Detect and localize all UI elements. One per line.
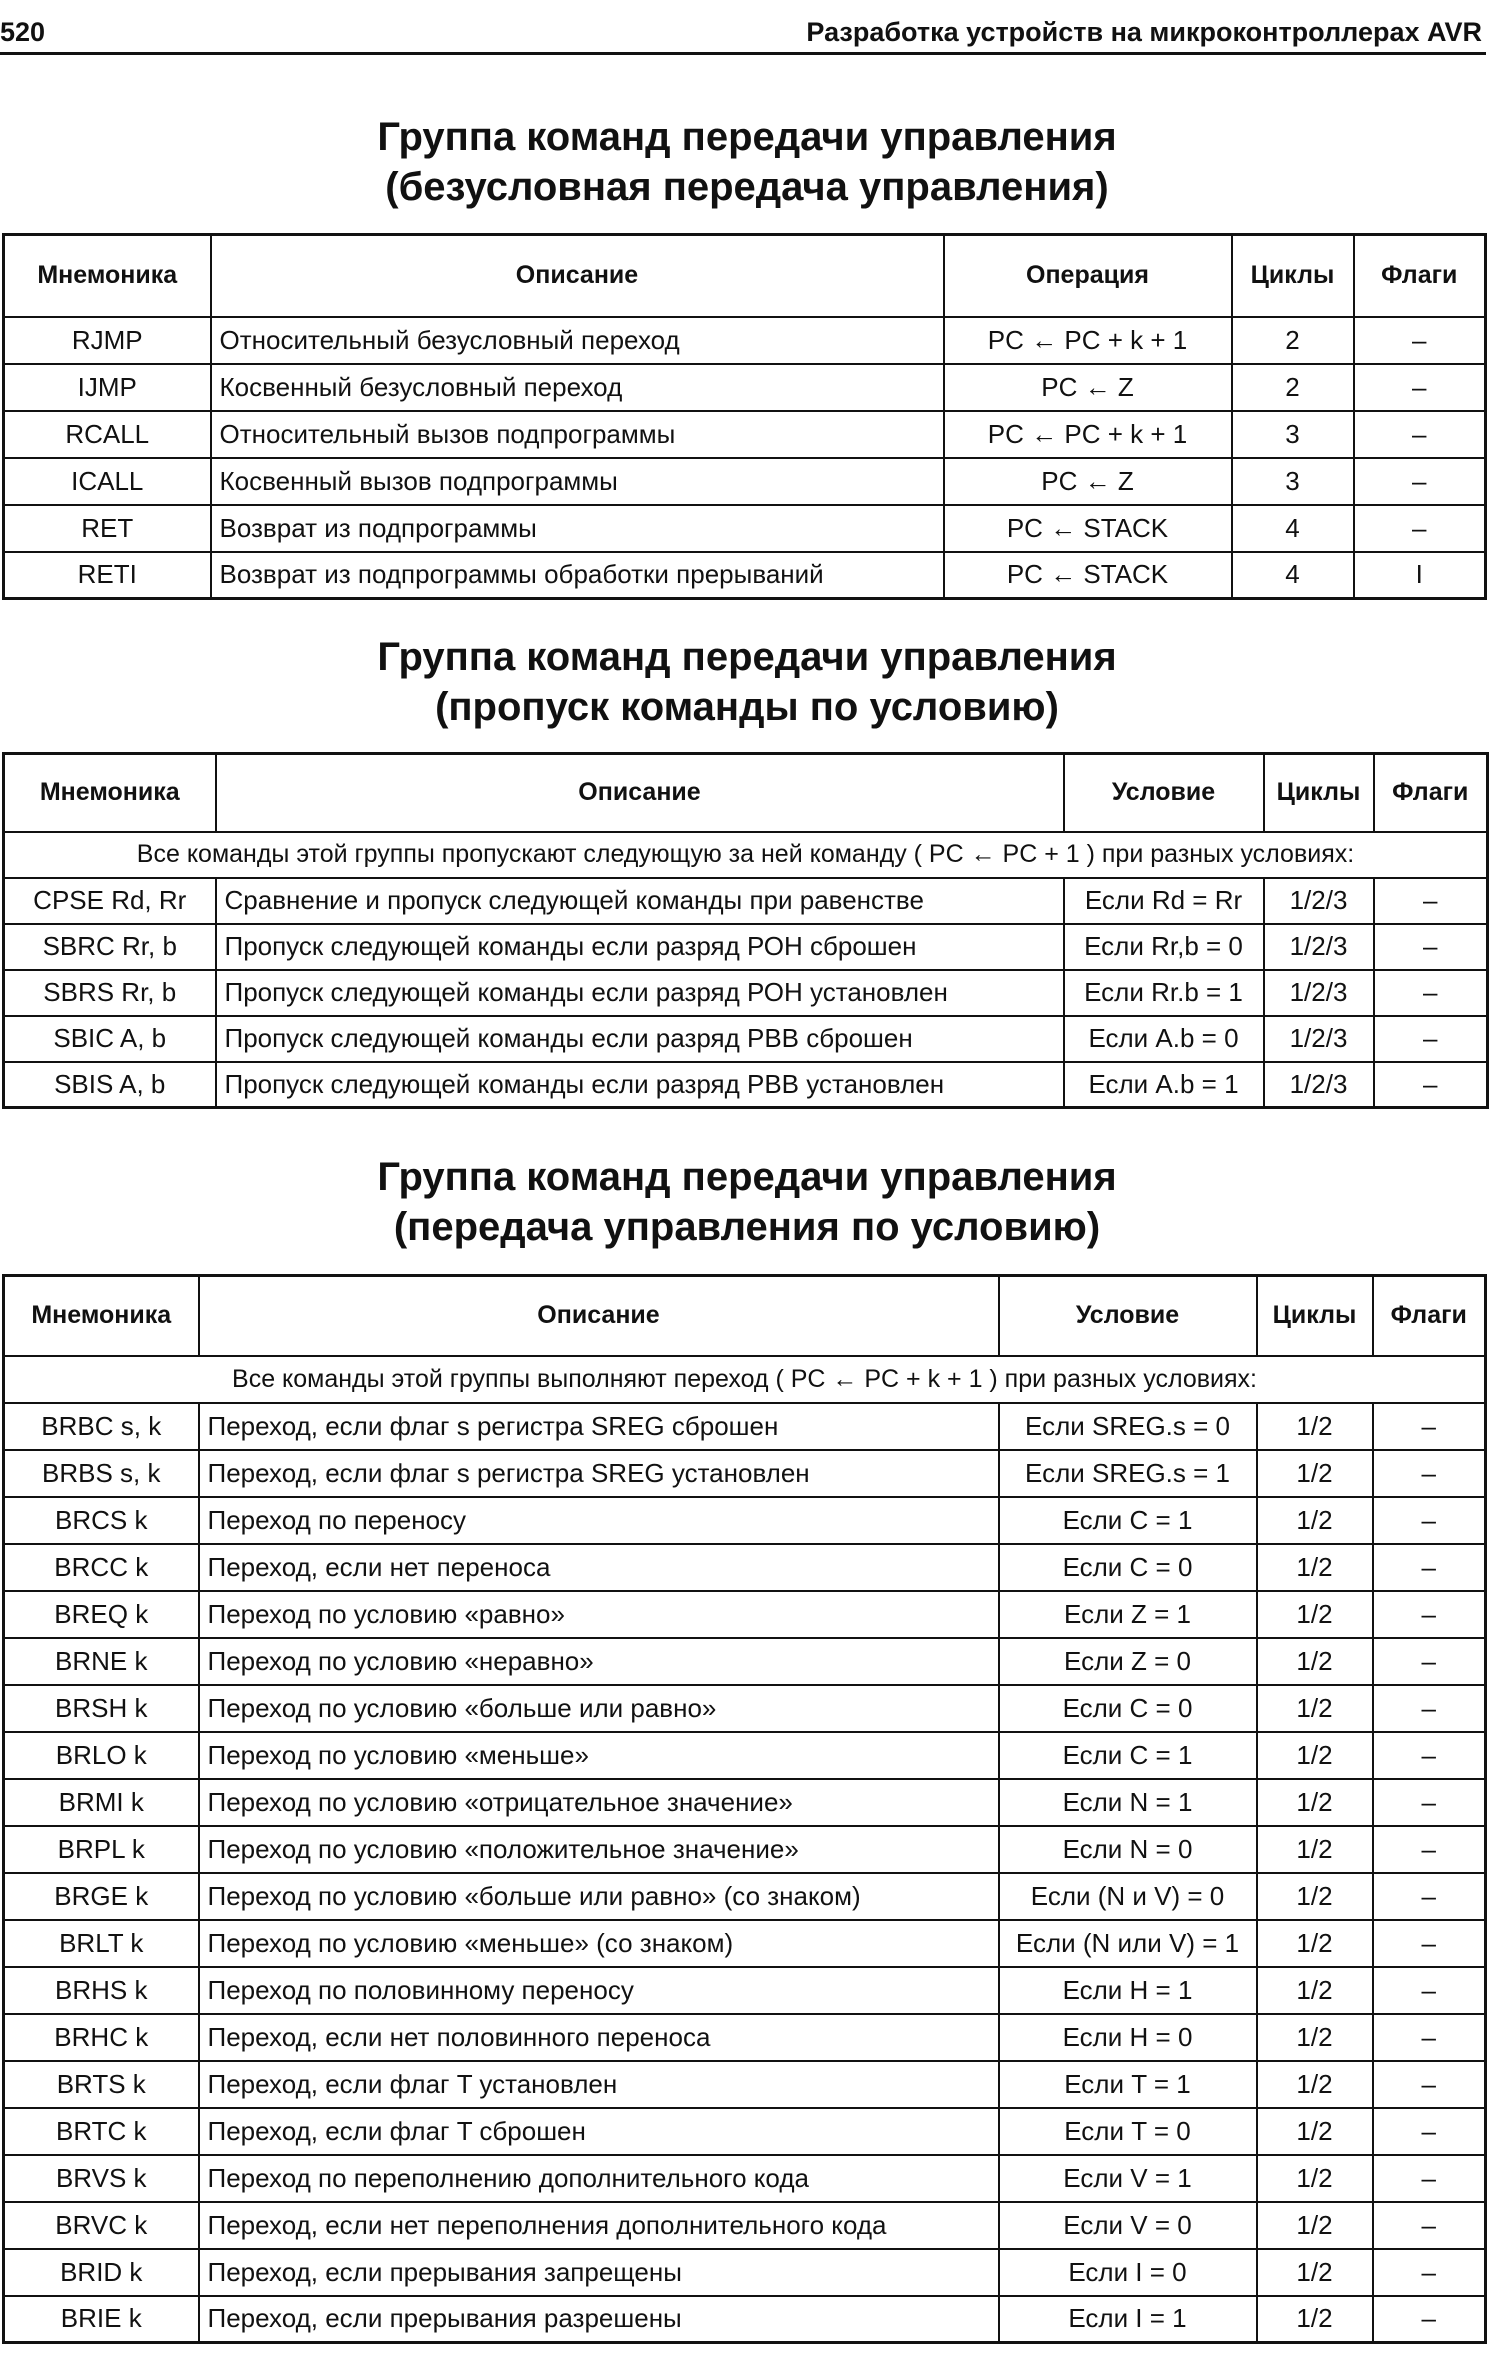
group-note-row [4,1356,1486,1403]
section-title-branch [0,1152,1494,1252]
cell-mnemonic: BRNE k [4,1638,199,1685]
col-header-cycles: Циклы [1257,1276,1373,1356]
cell-mnemonic: BRLO k [4,1732,199,1779]
cell-mnemonic: BRSH k [4,1685,199,1732]
cell-description: Переход по переполнению дополнительного кода [199,2155,999,2202]
table-row [4,2202,1486,2249]
cell-flags: – [1374,1016,1488,1062]
table-row [4,2249,1486,2296]
cell-condition: Если Rr,b = 0 [1064,924,1264,970]
cell-mnemonic: BRHC k [4,2014,199,2061]
cell-cycles: 1/2/3 [1264,1016,1374,1062]
cell-description: Пропуск следующей команды если разряд РВВ установлен [216,1062,1064,1108]
cell-description: Переход по переносу [199,1497,999,1544]
table-row [4,317,1486,364]
table-row [4,1685,1486,1732]
cell-flags: – [1373,1967,1486,2014]
cell-cycles: 2 [1232,364,1354,411]
cell-description: Переход по половинному переносу [199,1967,999,2014]
col-header-cycles: Циклы [1264,754,1374,832]
cell-cycles: 1/2 [1257,2249,1373,2296]
running-title: Разработка устройств на микроконтроллерах AVR [806,17,1482,47]
cell-mnemonic: RJMP [4,317,211,364]
cell-cycles: 1/2 [1257,2061,1373,2108]
cell-mnemonic: RCALL [4,411,211,458]
cell-cycles: 1/2 [1257,1779,1373,1826]
cell-cycles: 1/2/3 [1264,1062,1374,1108]
cell-description: Пропуск следующей команды если разряд РОН установлен [216,970,1064,1016]
cell-description: Возврат из подпрограммы [211,505,944,552]
cell-description: Переход, если нет переполнения дополнительного кода [199,2202,999,2249]
cell-condition: Если Z = 0 [999,1638,1257,1685]
cell-cycles: 1/2/3 [1264,924,1374,970]
cell-description: Переход по условию «больше или равно» (со знаком) [199,1873,999,1920]
cell-operation: PC ← STACK [944,552,1232,599]
table-row [4,2155,1486,2202]
cell-flags: – [1374,878,1488,924]
cell-description: Переход по условию «меньше» (со знаком) [199,1920,999,1967]
cell-mnemonic: SBIC A, b [4,1016,216,1062]
table-row [4,1016,1488,1062]
cell-description: Пропуск следующей команды если разряд РВВ сброшен [216,1016,1064,1062]
cell-cycles: 1/2 [1257,1873,1373,1920]
table-conditional-skip [2,752,1489,1109]
cell-cycles: 1/2 [1257,1920,1373,1967]
cell-condition: Если T = 0 [999,2108,1257,2155]
cell-mnemonic: BRGE k [4,1873,199,1920]
col-header-cycles: Циклы [1232,235,1354,317]
cell-condition: Если H = 1 [999,1967,1257,2014]
table-row [4,1497,1486,1544]
table-row [4,2061,1486,2108]
cell-mnemonic: CPSE Rd, Rr [4,878,216,924]
table-header-row [4,1276,1486,1356]
cell-mnemonic: BRMI k [4,1779,199,1826]
group-note: Все команды этой группы выполняют переход ( PC ← PC + k + 1 ) при разных условиях: [4,1356,1486,1403]
table-row [4,1826,1486,1873]
cell-flags: – [1373,2108,1486,2155]
table-row [4,411,1486,458]
cell-description: Возврат из подпрограммы обработки прерываний [211,552,944,599]
cell-condition: Если SREG.s = 0 [999,1403,1257,1450]
cell-condition: Если T = 1 [999,2061,1257,2108]
table-header-row [4,754,1488,832]
cell-condition: Если (N или V) = 1 [999,1920,1257,1967]
cell-operation: PC ← Z [944,364,1232,411]
cell-description: Переход, если прерывания запрещены [199,2249,999,2296]
cell-flags: – [1373,2202,1486,2249]
page-header [0,8,1486,55]
table-row [4,364,1486,411]
cell-condition: Если I = 0 [999,2249,1257,2296]
table-row [4,552,1486,599]
cell-cycles: 1/2 [1257,2296,1373,2343]
cell-condition: Если SREG.s = 1 [999,1450,1257,1497]
section-title-line1: Группа команд передачи управления [377,635,1117,679]
cell-flags: – [1354,458,1486,505]
cell-description: Переход по условию «отрицательное значение» [199,1779,999,1826]
cell-mnemonic: BRBC s, k [4,1403,199,1450]
cell-operation: PC ← Z [944,458,1232,505]
table-row [4,505,1486,552]
group-note: Все команды этой группы пропускают следующую за ней команду ( PC ← PC + 1 ) при разных условиях: [4,832,1488,878]
cell-cycles: 1/2 [1257,1685,1373,1732]
cell-condition: Если Rr.b = 1 [1064,970,1264,1016]
cell-flags: – [1373,1544,1486,1591]
cell-flags: – [1354,364,1486,411]
table-row [4,1591,1486,1638]
cell-description: Сравнение и пропуск следующей команды при равенстве [216,878,1064,924]
cell-condition: Если A.b = 1 [1064,1062,1264,1108]
cell-flags: – [1373,1497,1486,1544]
table-row [4,1544,1486,1591]
cell-flags: – [1373,1685,1486,1732]
cell-operation: PC ← PC + k + 1 [944,411,1232,458]
cell-flags: – [1373,1732,1486,1779]
cell-mnemonic: RET [4,505,211,552]
cell-flags: – [1354,317,1486,364]
cell-mnemonic: BRCC k [4,1544,199,1591]
cell-flags: – [1373,2014,1486,2061]
cell-flags: – [1373,1826,1486,1873]
col-header-flags: Флаги [1354,235,1486,317]
cell-description: Переход, если нет половинного переноса [199,2014,999,2061]
cell-description: Относительный вызов подпрограммы [211,411,944,458]
cell-cycles: 1/2 [1257,1826,1373,1873]
cell-operation: PC ← STACK [944,505,1232,552]
cell-mnemonic: BRLT k [4,1920,199,1967]
col-header-description: Описание [216,754,1064,832]
cell-condition: Если I = 1 [999,2296,1257,2343]
cell-mnemonic: BRVS k [4,2155,199,2202]
table-row [4,1450,1486,1497]
cell-cycles: 1/2/3 [1264,970,1374,1016]
cell-description: Переход, если прерывания разрешены [199,2296,999,2343]
table-row [4,1638,1486,1685]
table-header-row [4,235,1486,317]
table-row [4,1873,1486,1920]
cell-description: Переход, если флаг T сброшен [199,2108,999,2155]
section-title-line1: Группа команд передачи управления [377,115,1117,159]
table-row [4,924,1488,970]
group-note-row [4,832,1488,878]
cell-condition: Если C = 1 [999,1497,1257,1544]
table-unconditional-jump [2,233,1487,600]
cell-flags: – [1354,505,1486,552]
col-header-operation: Операция [944,235,1232,317]
cell-cycles: 1/2 [1257,2108,1373,2155]
cell-cycles: 1/2 [1257,1967,1373,2014]
cell-cycles: 3 [1232,411,1354,458]
cell-flags: – [1373,2155,1486,2202]
cell-cycles: 1/2 [1257,1497,1373,1544]
cell-mnemonic: BREQ k [4,1591,199,1638]
cell-description: Переход по условию «меньше» [199,1732,999,1779]
table-row [4,1062,1488,1108]
cell-flags: – [1373,1920,1486,1967]
table-row [4,1920,1486,1967]
section-title-line2: (пропуск команды по условию) [435,685,1059,729]
cell-flags: – [1373,1450,1486,1497]
cell-flags: – [1354,411,1486,458]
cell-condition: Если A.b = 0 [1064,1016,1264,1062]
cell-condition: Если C = 1 [999,1732,1257,1779]
table-row [4,2108,1486,2155]
cell-cycles: 1/2 [1257,1638,1373,1685]
cell-flags: – [1373,2296,1486,2343]
cell-mnemonic: ICALL [4,458,211,505]
cell-condition: Если V = 1 [999,2155,1257,2202]
cell-condition: Если N = 1 [999,1779,1257,1826]
cell-cycles: 4 [1232,505,1354,552]
col-header-condition: Условие [1064,754,1264,832]
col-header-flags: Флаги [1374,754,1488,832]
cell-condition: Если Z = 1 [999,1591,1257,1638]
table-conditional-branch [2,1274,1487,2344]
table-row [4,970,1488,1016]
cell-cycles: 1/2 [1257,1450,1373,1497]
cell-flags: – [1373,1638,1486,1685]
cell-mnemonic: SBIS A, b [4,1062,216,1108]
col-header-mnemonic: Мнемоника [4,235,211,317]
cell-condition: Если H = 0 [999,2014,1257,2061]
cell-condition: Если C = 0 [999,1544,1257,1591]
cell-cycles: 1/2 [1257,2202,1373,2249]
cell-mnemonic: BRPL k [4,1826,199,1873]
cell-condition: Если C = 0 [999,1685,1257,1732]
cell-flags: – [1373,2249,1486,2296]
cell-description: Пропуск следующей команды если разряд РОН сброшен [216,924,1064,970]
col-header-description: Описание [211,235,944,317]
cell-description: Переход по условию «положительное значение» [199,1826,999,1873]
cell-mnemonic: BRVC k [4,2202,199,2249]
cell-description: Косвенный вызов подпрограммы [211,458,944,505]
table-row [4,1403,1486,1450]
cell-flags: – [1373,2061,1486,2108]
cell-condition: Если Rd = Rr [1064,878,1264,924]
cell-cycles: 2 [1232,317,1354,364]
cell-flags: – [1373,1403,1486,1450]
cell-cycles: 1/2/3 [1264,878,1374,924]
cell-mnemonic: RETI [4,552,211,599]
cell-flags: – [1374,924,1488,970]
cell-cycles: 4 [1232,552,1354,599]
cell-description: Переход по условию «равно» [199,1591,999,1638]
cell-cycles: 1/2 [1257,1591,1373,1638]
table-row [4,1779,1486,1826]
cell-condition: Если N = 0 [999,1826,1257,1873]
cell-condition: Если V = 0 [999,2202,1257,2249]
cell-mnemonic: BRTS k [4,2061,199,2108]
cell-condition: Если (N и V) = 0 [999,1873,1257,1920]
col-header-description: Описание [199,1276,999,1356]
cell-flags: – [1374,1062,1488,1108]
cell-operation: PC ← PC + k + 1 [944,317,1232,364]
cell-flags: – [1374,970,1488,1016]
cell-flags: I [1354,552,1486,599]
table-row [4,2296,1486,2343]
cell-description: Переход, если флаг s регистра SREG сброшен [199,1403,999,1450]
cell-mnemonic: SBRS Rr, b [4,970,216,1016]
cell-mnemonic: SBRC Rr, b [4,924,216,970]
table-row [4,1967,1486,2014]
cell-mnemonic: BRHS k [4,1967,199,2014]
table-row [4,458,1486,505]
cell-cycles: 1/2 [1257,1544,1373,1591]
table-row [4,878,1488,924]
section-title-line2: (безусловная передача управления) [385,165,1109,209]
cell-cycles: 1/2 [1257,2155,1373,2202]
col-header-flags: Флаги [1373,1276,1486,1356]
cell-mnemonic: BRCS k [4,1497,199,1544]
cell-description: Переход по условию «больше или равно» [199,1685,999,1732]
cell-cycles: 1/2 [1257,2014,1373,2061]
col-header-mnemonic: Мнемоника [4,754,216,832]
table-row [4,1732,1486,1779]
cell-cycles: 3 [1232,458,1354,505]
cell-mnemonic: BRID k [4,2249,199,2296]
cell-mnemonic: BRBS s, k [4,1450,199,1497]
page-number: 520 [0,17,46,47]
cell-description: Переход, если флаг T установлен [199,2061,999,2108]
cell-mnemonic: IJMP [4,364,211,411]
cell-flags: – [1373,1591,1486,1638]
cell-description: Переход по условию «неравно» [199,1638,999,1685]
cell-description: Косвенный безусловный переход [211,364,944,411]
cell-cycles: 1/2 [1257,1403,1373,1450]
cell-description: Переход, если нет переноса [199,1544,999,1591]
col-header-mnemonic: Мнемоника [4,1276,199,1356]
cell-mnemonic: BRTC k [4,2108,199,2155]
cell-flags: – [1373,1873,1486,1920]
section-title-line2: (передача управления по условию) [393,1205,1101,1249]
section-title-unconditional [0,112,1494,212]
table-row [4,2014,1486,2061]
cell-description: Относительный безусловный переход [211,317,944,364]
section-title-line1: Группа команд передачи управления [377,1155,1117,1199]
section-title-skip [0,632,1494,732]
cell-description: Переход, если флаг s регистра SREG установлен [199,1450,999,1497]
cell-flags: – [1373,1779,1486,1826]
cell-mnemonic: BRIE k [4,2296,199,2343]
cell-cycles: 1/2 [1257,1732,1373,1779]
col-header-condition: Условие [999,1276,1257,1356]
